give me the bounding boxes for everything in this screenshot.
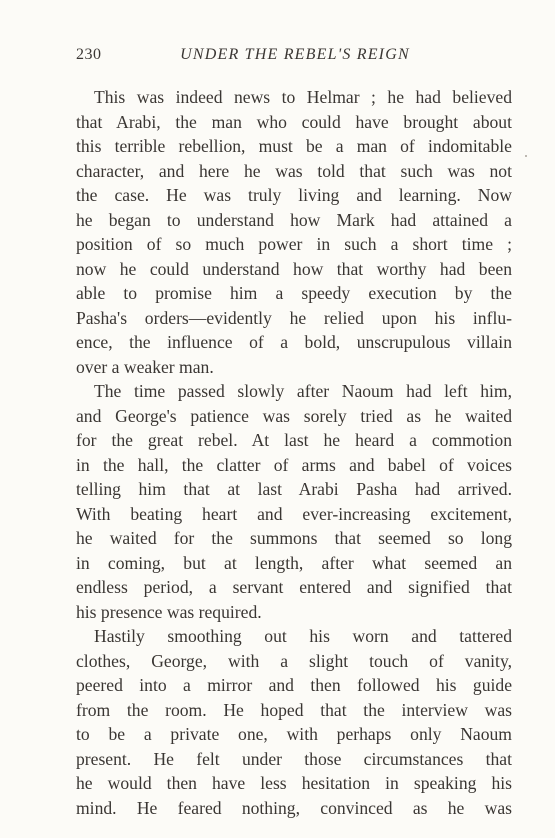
text-line: he waited for the summons that seemed so long [76,528,512,548]
text-line: telling him that at last Arabi Pasha had arrived. [76,479,512,499]
page-header [76,46,514,68]
text-line: to be a private one, with perhaps only Naoum [76,724,512,744]
text-line: peered into a mirror and then followed his guide [76,675,512,695]
text-line: that Arabi, the man who could have brought about [76,111,512,132]
text-line: character, and here he was told that such was not [76,160,512,181]
text-line: he began to understand how Mark had attained a [76,209,512,230]
text-line: able to promise him a speedy execution by the [76,283,512,303]
text-line: his presence was required. [76,601,262,622]
text-line: in coming, but at length, after what seemed an [76,552,512,573]
text-line: position of so much power in such a short time ; [76,234,512,254]
text-line: endless period, a servant entered and signified that [76,577,512,597]
text-line: he would then have less hesitation in speaking his [76,773,512,793]
running-title: UNDER THE REBEL'S REIGN [180,46,410,63]
text-line: Hastily smoothing out his worn and tattered [94,626,512,646]
text-line: ence, the influence of a bold, unscrupulous villain [76,332,512,352]
paper-speck [525,155,527,157]
text-line: Pasha's orders—evidently he relied upon his influ- [76,307,512,328]
text-line: this terrible rebellion, must be a man of indomitable [76,136,512,156]
text-line: The time passed slowly after Naoum had left him, [94,381,512,401]
text-line: the case. He was truly living and learning. Now [76,185,512,205]
page-number: 230 [76,46,102,63]
text-line: present. He felt under those circumstances that [76,748,512,769]
text-line: and George's patience was sorely tried as he waited [76,405,512,426]
text-line: now he could understand how that worthy had been [76,258,512,279]
text-line: from the room. He hoped that the interview was [76,699,512,720]
paragraph [76,379,512,624]
text-line: clothes, George, with a slight touch of vanity, [76,650,512,671]
body-text [76,85,512,820]
text-line: in the hall, the clatter of arms and babel of voices [76,454,512,475]
text-line: This was indeed news to Helmar ; he had believed [94,87,512,107]
text-line: With beating heart and ever-increasing excitement, [76,503,512,524]
text-line: mind. He feared nothing, convinced as he was [76,797,512,818]
text-line: over a weaker man. [76,356,214,377]
paragraph [76,85,512,379]
text-line: for the great rebel. At last he heard a commotion [76,430,512,450]
paragraph [76,624,512,820]
